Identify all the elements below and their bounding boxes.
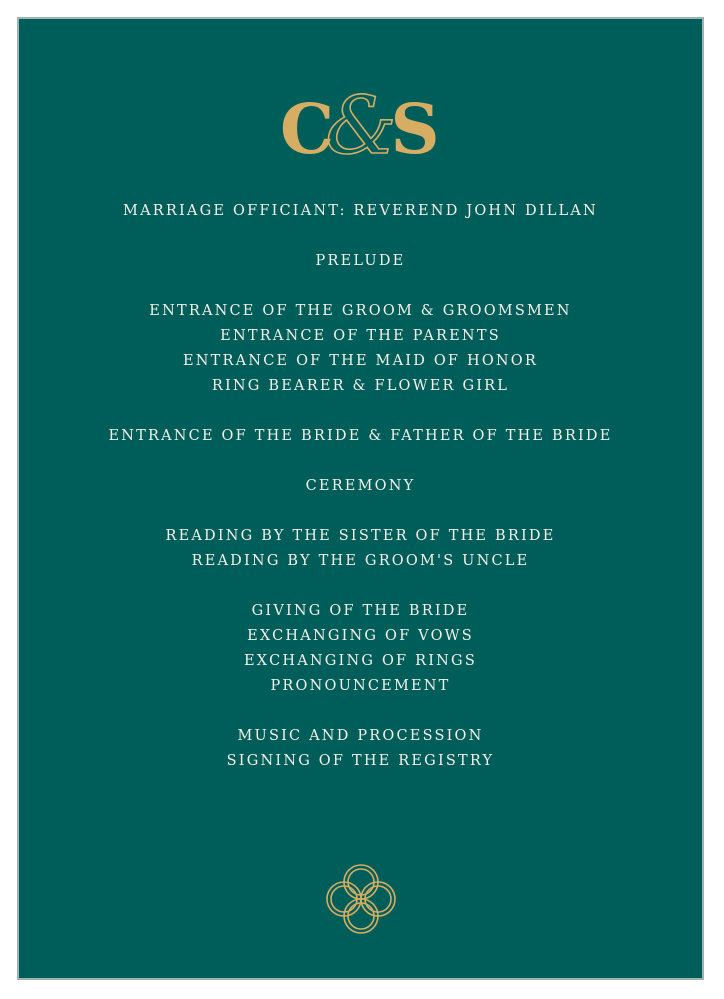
program-line: PRONOUNCEMENT — [270, 678, 451, 694]
monogram-right-initial: S — [389, 90, 440, 159]
program-line: CEREMONY — [305, 478, 416, 494]
program-line: EXCHANGING OF RINGS — [244, 653, 477, 669]
program-section — [19, 474, 702, 499]
program-line: MUSIC AND PROCESSION — [237, 728, 484, 744]
monogram-ampersand: & — [324, 79, 397, 159]
program-section — [19, 199, 702, 224]
program-section — [19, 424, 702, 449]
monogram-left-initial: C — [279, 90, 334, 159]
program-card — [17, 17, 704, 980]
monogram-icon — [261, 77, 461, 159]
program-line: GIVING OF THE BRIDE — [251, 603, 470, 619]
program-line: EXCHANGING OF VOWS — [247, 628, 474, 644]
program-line: ENTRANCE OF THE BRIDE & FATHER OF THE BRIDE — [108, 428, 613, 444]
program-line: RING BEARER & FLOWER GIRL — [211, 378, 510, 394]
quatrefoil-knot-icon — [319, 857, 403, 941]
program-line: MARRIAGE OFFICIANT: REVEREND JOHN DILLAN — [123, 203, 598, 219]
ceremony-program — [19, 199, 702, 799]
program-section — [19, 724, 702, 774]
program-line: ENTRANCE OF THE PARENTS — [220, 328, 501, 344]
ornament — [19, 857, 702, 941]
program-line: SIGNING OF THE REGISTRY — [226, 753, 495, 769]
program-line: READING BY THE GROOM'S UNCLE — [191, 553, 530, 569]
program-line: PRELUDE — [315, 253, 406, 269]
program-section — [19, 299, 702, 399]
program-section — [19, 524, 702, 574]
program-line: ENTRANCE OF THE GROOM & GROOMSMEN — [149, 303, 572, 319]
monogram — [19, 77, 702, 159]
program-section — [19, 249, 702, 274]
program-line: READING BY THE SISTER OF THE BRIDE — [165, 528, 556, 544]
program-line: ENTRANCE OF THE MAID OF HONOR — [182, 353, 539, 369]
program-section — [19, 599, 702, 699]
